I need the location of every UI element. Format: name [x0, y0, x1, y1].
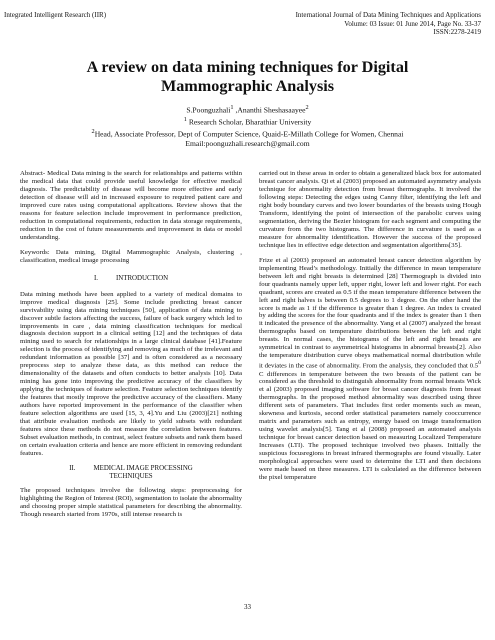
paper-title-line-2: Mammographic Analysis — [160, 77, 335, 95]
section-heading-introduction — [20, 275, 242, 283]
journal-publisher: Integrated Intelligent Research (IIR) — [4, 11, 107, 19]
author-1-sup: 1 — [230, 104, 234, 111]
journal-issn: ISSN:2278-2419 — [433, 28, 481, 37]
section-number: II. — [69, 464, 76, 472]
introduction-paragraph: Data mining methods have been applied to a variety of medical domains to improve medical diagnosis [25]. Some include predicting breast cancer survivability using data mining techniques [50], application of data mining to discover subtle factors affecting the success, failure of back surgery which led to improvements in care , data mining classification techniques for medical diagnosis decision support in a clinical setting [12] and the techniques of data mining used to search for relationships in a large clinical database [41].Feature selection is the process of identifying and removing as much of the irrelevant and redundant information as possible [37] and is often considered as a necessary preprocess step to analyze these data, as this method can reduce the dimensionality of the datasets and often conducts to better analysis [10]. Data mining has gone into improving the predictive accuracy of the classifiers by applying the techniques of feature selection. Feature selection techniques identify the features that mostly improve the predictive accuracy of the classifiers. Many authors have reported improvement in the performance of the classifier when feature selection algorithms are used [15, 3, 4].Yu and Liu (2003)[21] nothing that attribute evaluation methods are likely to yield subsets with redundant features since these methods do not measure the correlation between features. Subset evaluation methods, in contrast, select feature subsets and rank them based on certain evaluation criteria and hence are more efficient in removing redundant features. — [20, 290, 242, 457]
author-block — [10, 103, 485, 149]
paper-title-line-1: A review on data mining techniques for Digital — [86, 58, 409, 76]
author-2: ,Ananthi Sheshasaayee — [233, 105, 306, 115]
medical-image-processing-paragraph: The proposed techniques involve the following steps: preprocessing for highlighting the Region of Interest (ROI), segmentation to isolate the abnormality and choosing proper simple statistical parameters for describing the abnormality. Though research started from 1970s, still intense research is — [20, 486, 242, 518]
section-heading-medical-image-processing — [20, 465, 242, 481]
section-title-line-1: MEDICAL IMAGE PROCESSING — [93, 464, 193, 472]
affiliation-1-text: Research Scholar, Bharathiar University — [186, 117, 312, 127]
journal-volume: Volume: 03 Issue: 01 June 2014, Page No. 33-37 — [344, 19, 481, 28]
affiliation-2-text: Head, Associate Professor, Dept of Computer Science, Quaid-E-Millath College for Women, Chennai — [94, 129, 404, 139]
author-names — [10, 103, 485, 115]
body-paragraph-frize-part-1: Frize et al (2003) proposed an automated breast cancer detection algorithm by implementing Head’s methodology. Initially the difference in mean temperature between left and right breasts is determined [28] Thermograph is divided into four quadrants namely upper left, upper right, lower left and lower right. For each quadrant, scores are created as 0.5 if the mean temperature difference between the left and right halves is between 0.5 degrees to 1 degree. On the other hand the score is made as 1 if the difference is greater than 1 degree. An index is created by adding the scores for the four quadrants and if the index is greater than 1 then it indicated the presence of the abnormality. Yang et al (2007) analyzed the breast thermographs based on temperature distributions between the left and right breasts. In normal cases, the histograms of the left and right breasts are symmetrical in contrast to asymmetrical histograms in abnormal breasts[2]. Also the temperature distribution curve obeys mathematical normal distribution while it deviates in the case of abnormality. From the analysis, they concluded that 0.5 — [259, 256, 481, 370]
page-number: 33 — [244, 603, 251, 611]
author-1: S.Poonguzhali — [186, 105, 231, 115]
body-paragraph-qi: carried out in these areas in order to obtain a generalized black box for automated breast cancer analysis. Qi et al (2003) proposed an automated asymmetry analysis technique for abnormality detection from breast thermographs. It involved the following steps: Detecting the edges using Canny filter, identifying the left and right body boundary curves and two lower boundaries of the breasts using Hough Transform, identifying the point of intersection of the parabolic curves using segmentation, deriving the Bezier histogram for each segment and computing the curvature from the two histograms. The difference in curvature is used as a measure for abnormality identification. However the success of the proposed technique lies in effective edge detection and segmentation algorithms[35]. — [259, 170, 481, 249]
author-email: Email:poonguzhali.research@gmail.com — [185, 139, 310, 149]
section-number: I. — [93, 274, 98, 282]
degree-superscript: 0 — [478, 360, 481, 367]
running-header-left — [4, 11, 106, 20]
body-paragraph-frize-part-2: C differences in temperature between the two breasts of the patient can be considered as the threshold to distinguish abnormality from normal breasts Wick et al (2003) proposed imaging software for breast cancer diagnosis from breast thermographs. In the proposed method abnormality was described using three different sets of parameters. That includes first order moments such as mean, skewness and kurtosis, second order statistical parameters namely cooccurrence matrix and parameters such as entropy, energy based on image transformation using wavelet analysis[5]. Tang et al (2008) proposed an automated analysis technique for breast cancer detection based on measuring Localized Temperature Increases (LTI). The proposed technique involved two phases. Initially the suspicious focusregions in breast infrared thermographs are found visually. Later morphological approaches were used to determine the LTI and then decisions were made based on three measures. LTI is calculated as the difference between the pixel temperature — [259, 370, 481, 482]
affiliation-2-sup: 2 — [91, 128, 95, 136]
abstract: Abstract- Medical Data mining is the search for relationships and patterns within the medical data that could provide useful knowledge for effective medical diagnosis. The predictability of disease will become more effective and early detection of disease will aid in increased exposure to required patient care and improved cure rates using computational applications. Review shows that the reasons for feature selection include improvement in performance prediction, reduction in computational requirements, reduction in data storage requirements, reduction in the cost of future measurements and improvement in data or model understanding. — [20, 170, 242, 241]
right-column — [259, 170, 481, 482]
running-header-right — [296, 11, 481, 37]
affiliation-1-sup: 1 — [183, 116, 187, 124]
journal-name: International Journal of Data Mining Techniques and Applications — [295, 11, 481, 19]
keywords: Keywords: Data mining, Digital Mammographic Analysis, clustering , classification, medical image processing — [20, 248, 242, 264]
body-paragraph-frize — [259, 257, 481, 482]
section-title-line-2: TECHNIQUES — [109, 472, 153, 480]
author-2-sup: 2 — [305, 104, 309, 111]
paper-title — [10, 58, 485, 96]
section-title: INTRODUCTION — [115, 274, 169, 282]
left-column — [20, 170, 242, 519]
affiliation-2 — [10, 127, 485, 139]
affiliation-1 — [10, 115, 485, 127]
